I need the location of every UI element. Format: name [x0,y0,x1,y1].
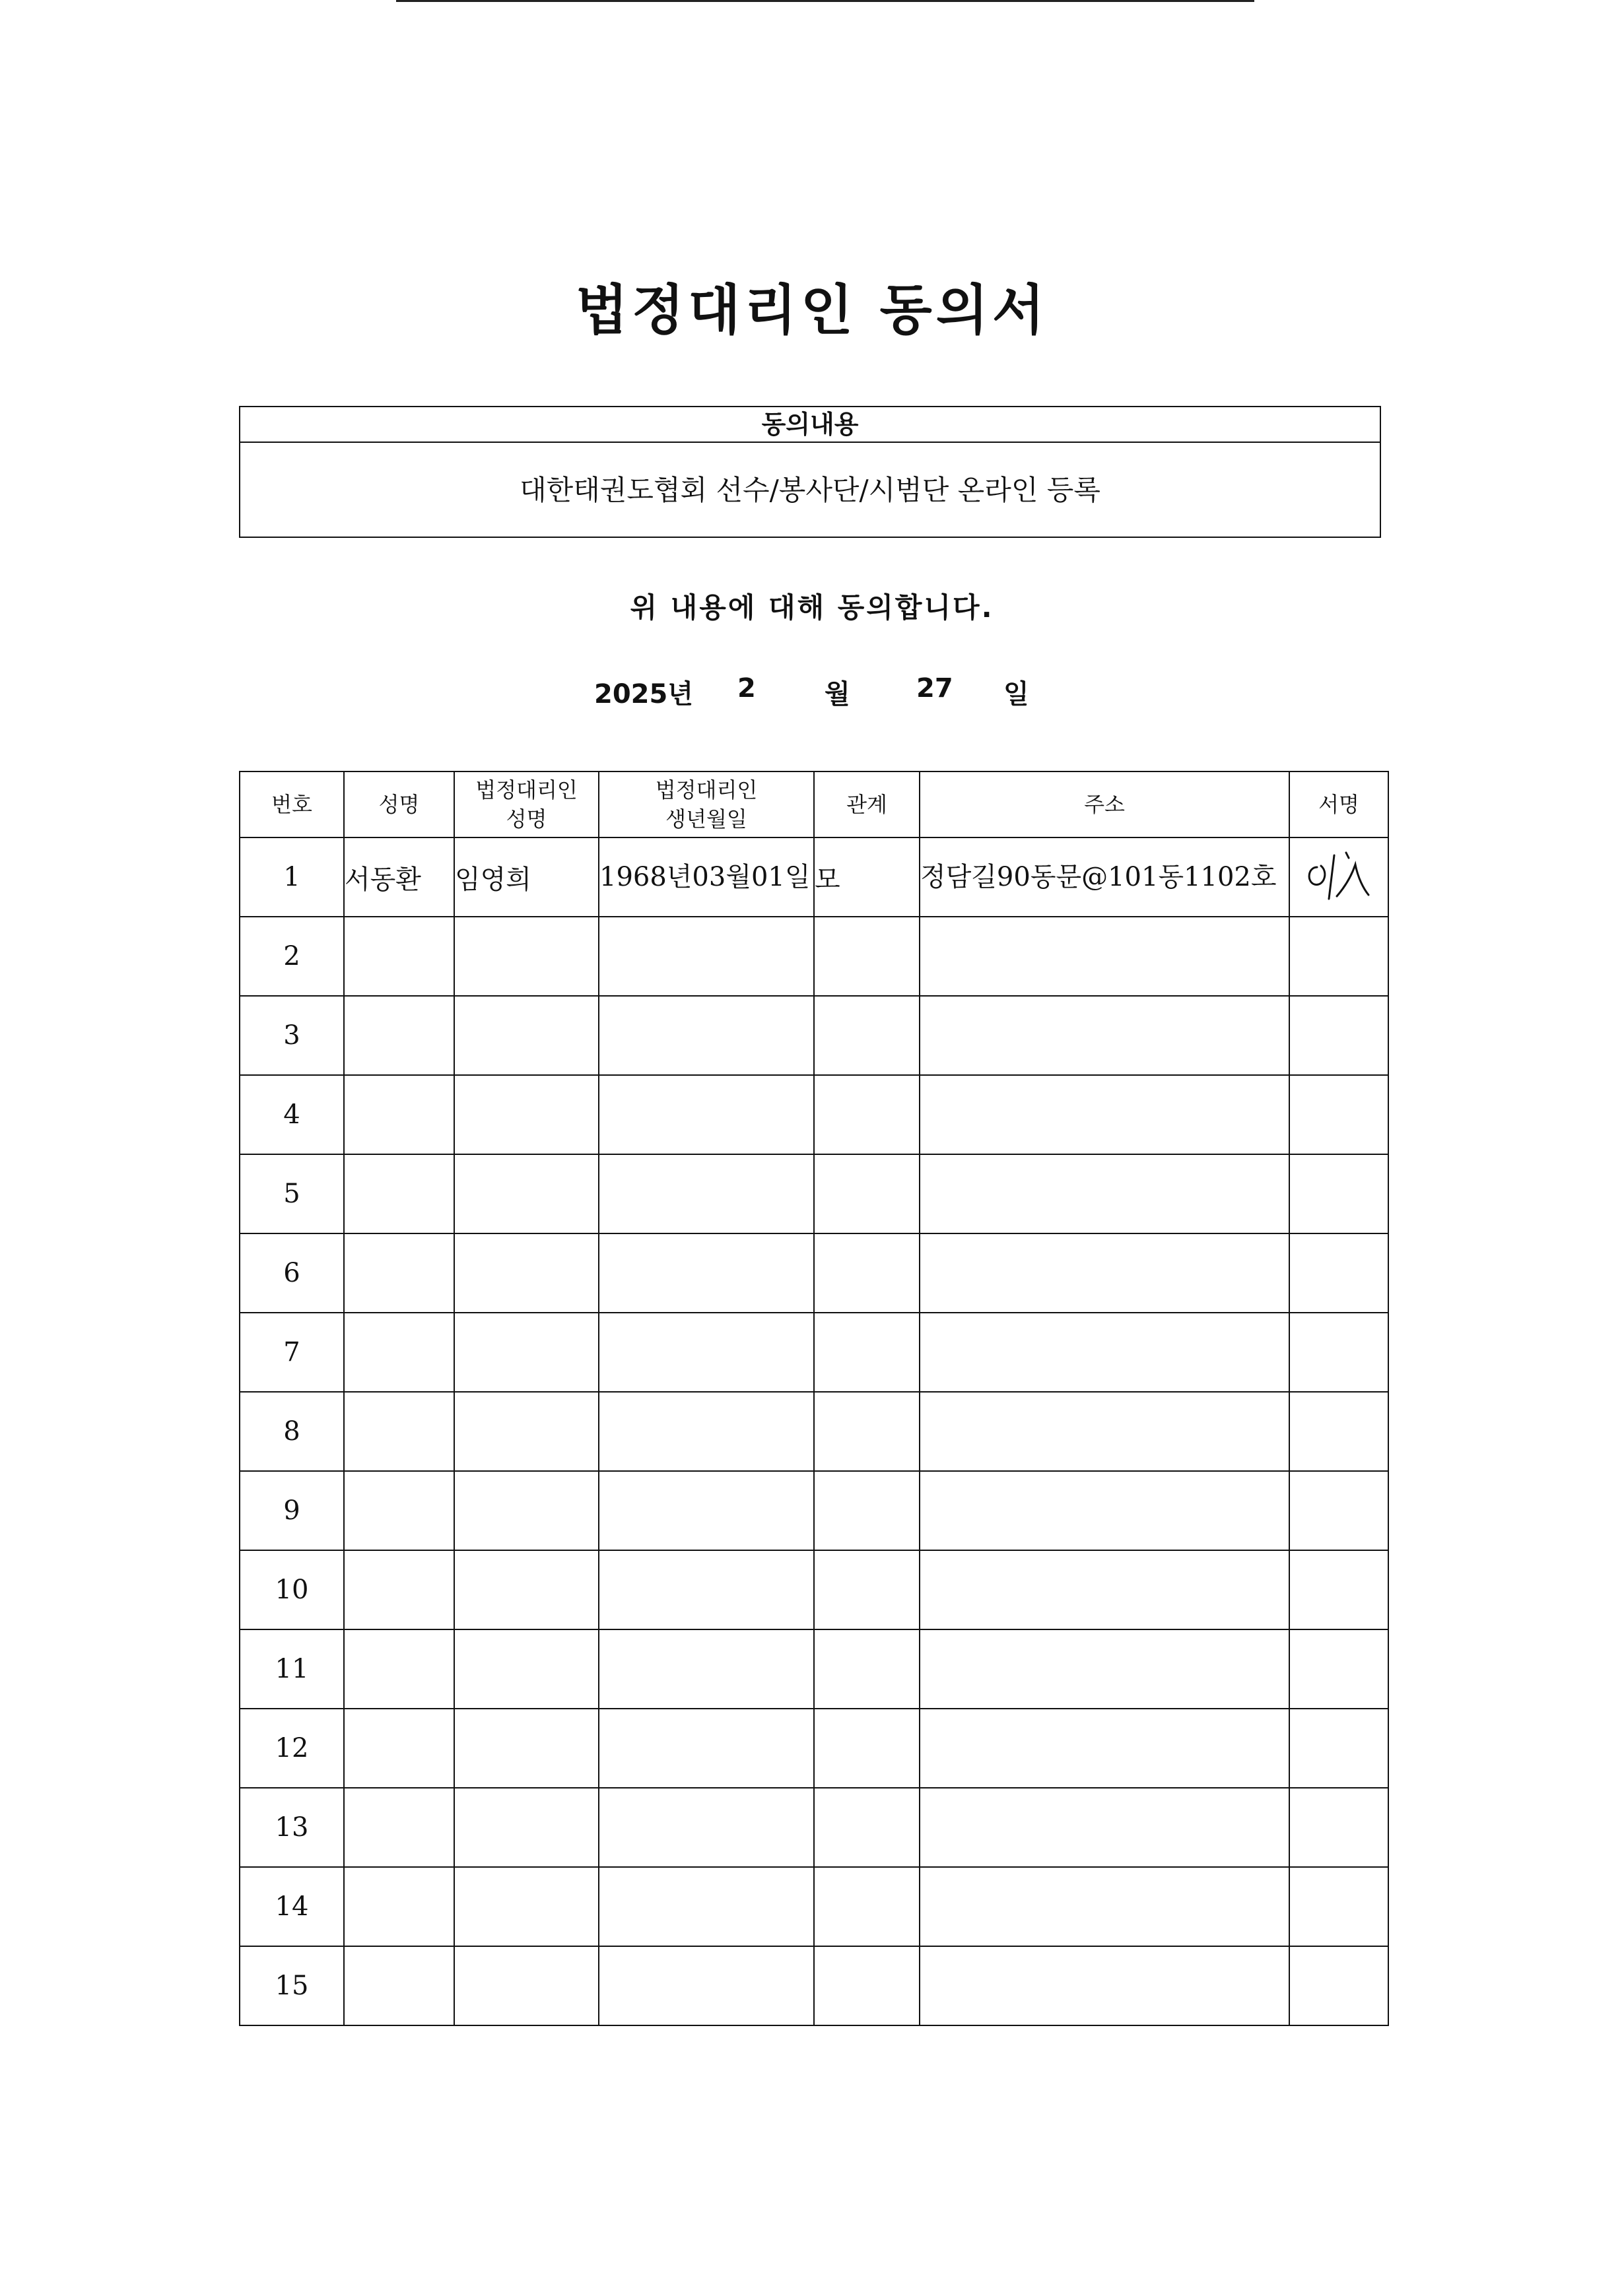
cell-address [920,1629,1289,1709]
cell-signature [1289,1233,1388,1313]
cell-guardian-name [454,1471,599,1550]
cell-guardian-birth [599,1154,814,1233]
table-row [240,1946,1388,2025]
cell-guardian-name [454,1709,599,1788]
cell-signature [1289,1313,1388,1392]
cell-guardian-name [454,1788,599,1867]
cell-guardian-birth [599,1946,814,2025]
cell-number: 8 [240,1392,344,1471]
cell-number: 11 [240,1629,344,1709]
cell-guardian-name [454,1154,599,1233]
table-row [240,1313,1388,1392]
cell-number: 13 [240,1788,344,1867]
cell-guardian-birth [599,1392,814,1471]
cell-guardian-name [454,1867,599,1946]
cell-address [920,1946,1289,2025]
cell-guardian-name [454,996,599,1075]
table-row [240,1075,1388,1154]
cell-guardian-birth [599,1471,814,1550]
cell-guardian-birth [599,917,814,996]
cell-guardian-name [454,1075,599,1154]
cell-guardian-name [454,1946,599,2025]
cell-number: 4 [240,1075,344,1154]
cell-relation [814,1075,920,1154]
cell-signature [1289,917,1388,996]
cell-address: 정담길90동문@101동1102호 [920,837,1289,917]
header-guardian-name: 법정대리인 성명 [454,771,599,837]
cell-relation [814,1392,920,1471]
cell-name [344,1154,454,1233]
cell-address [920,1709,1289,1788]
cell-signature [1289,1550,1388,1629]
cell-guardian-birth [599,1867,814,1946]
table-row [240,1867,1388,1946]
cell-name [344,1550,454,1629]
cell-guardian-name: 임영희 [454,837,599,917]
cell-guardian-name [454,1550,599,1629]
cell-relation [814,1867,920,1946]
cell-number: 14 [240,1867,344,1946]
cell-guardian-birth [599,1313,814,1392]
guardian-table [239,771,1389,2026]
cell-name [344,917,454,996]
cell-address [920,1392,1289,1471]
cell-address [920,917,1289,996]
scan-edge [396,0,1254,2]
cell-name [344,1709,454,1788]
cell-address [920,1075,1289,1154]
cell-address [920,1313,1289,1392]
cell-relation [814,996,920,1075]
table-row [240,1709,1388,1788]
document-title: 법정대리인 동의서 [575,279,1049,342]
header-guardian-birth: 법정대리인 생년월일 [599,771,814,837]
cell-name: 서동환 [344,837,454,917]
cell-name [344,1867,454,1946]
cell-guardian-name [454,1392,599,1471]
cell-signature [1289,996,1388,1075]
cell-number: 7 [240,1313,344,1392]
table-row [240,1788,1388,1867]
cell-guardian-name [454,1233,599,1313]
header-name: 성명 [344,771,454,837]
header-relation: 관계 [814,771,920,837]
date-month: 2 [737,673,756,704]
cell-address [920,1233,1289,1313]
cell-signature [1289,837,1388,917]
table-row [240,1550,1388,1629]
cell-number: 2 [240,917,344,996]
cell-signature [1289,1154,1388,1233]
cell-signature [1289,1392,1388,1471]
header-signature: 서명 [1289,771,1388,837]
signature-mark [1303,847,1375,907]
cell-relation [814,1154,920,1233]
cell-relation [814,1471,920,1550]
table-row [240,996,1388,1075]
cell-relation [814,1629,920,1709]
table-row [240,1471,1388,1550]
cell-guardian-birth [599,1550,814,1629]
cell-guardian-name [454,1313,599,1392]
consent-header: 동의내용 [240,407,1380,443]
cell-signature [1289,1709,1388,1788]
cell-signature [1289,1075,1388,1154]
cell-guardian-name [454,917,599,996]
cell-name [344,1233,454,1313]
cell-address [920,1867,1289,1946]
table-row [240,1629,1388,1709]
consent-content: 대한태권도협회 선수/봉사단/시범단 온라인 등록 [520,474,1100,506]
cell-guardian-birth [599,996,814,1075]
date-day: 27 [916,673,953,704]
cell-relation: 모 [814,837,920,917]
cell-address [920,996,1289,1075]
cell-guardian-name [454,1629,599,1709]
header-address: 주소 [920,771,1289,837]
cell-name [344,1075,454,1154]
cell-signature [1289,1788,1388,1867]
header-number: 번호 [240,771,344,837]
cell-name [344,1471,454,1550]
table-row [240,1154,1388,1233]
table-row [240,1392,1388,1471]
cell-number: 3 [240,996,344,1075]
cell-relation [814,1313,920,1392]
agreement-text: 위 내용에 대해 동의합니다. [630,591,994,624]
cell-signature [1289,1946,1388,2025]
cell-address [920,1550,1289,1629]
cell-number: 12 [240,1709,344,1788]
cell-address [920,1788,1289,1867]
cell-number: 5 [240,1154,344,1233]
cell-guardian-birth [599,1709,814,1788]
cell-name [344,1392,454,1471]
cell-guardian-birth [599,1075,814,1154]
table-header-row [240,771,1388,837]
table-row [240,917,1388,996]
cell-signature [1289,1471,1388,1550]
cell-name [344,1629,454,1709]
table-row [240,837,1388,917]
cell-address [920,1154,1289,1233]
cell-relation [814,1788,920,1867]
cell-address [920,1471,1289,1550]
cell-relation [814,917,920,996]
cell-number: 10 [240,1550,344,1629]
cell-relation [814,1946,920,2025]
consent-box [239,406,1381,538]
cell-name [344,1313,454,1392]
cell-number: 1 [240,837,344,917]
cell-name [344,996,454,1075]
cell-guardian-birth [599,1233,814,1313]
cell-relation [814,1709,920,1788]
cell-guardian-birth [599,1788,814,1867]
cell-guardian-birth [599,1629,814,1709]
date-day-unit: 일 [1003,679,1029,709]
table-row [240,1233,1388,1313]
cell-signature [1289,1629,1388,1709]
cell-number: 15 [240,1946,344,2025]
date-year: 2025년 [594,679,693,709]
cell-guardian-birth: 1968년03월01일 [599,837,814,917]
cell-relation [814,1550,920,1629]
cell-name [344,1946,454,2025]
date-month-unit: 월 [825,679,850,709]
cell-name [344,1788,454,1867]
cell-number: 9 [240,1471,344,1550]
cell-signature [1289,1867,1388,1946]
cell-number: 6 [240,1233,344,1313]
cell-relation [814,1233,920,1313]
